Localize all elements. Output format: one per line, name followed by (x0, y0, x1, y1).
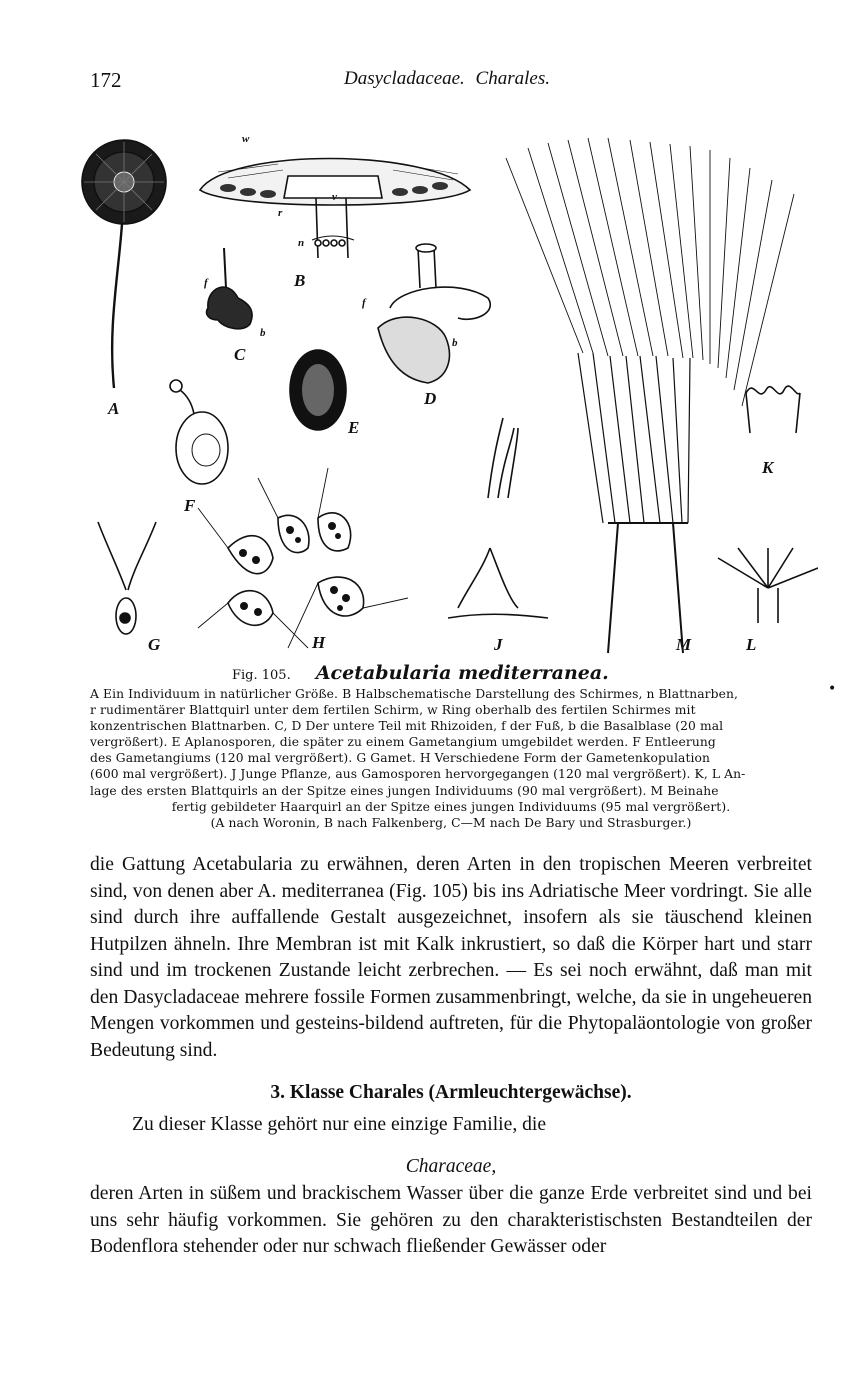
panel-j-drawing (448, 418, 548, 618)
label-b: B (294, 271, 306, 290)
figure-illustration (78, 128, 818, 658)
caption-line: konzentrischen Blattnarben. C, D Der untere Teil mit Rhizoiden, f der Fuß, b die Basalblase (20 mal (90, 719, 724, 734)
label-b-c: b (260, 327, 266, 339)
panel-f-drawing (170, 380, 228, 484)
caption-line: A Ein Individuum in natürlicher Größe. B Halbschematische Darstellung des Schirmes, n Blattnarben, (90, 687, 739, 701)
figure-caption-title (232, 662, 652, 684)
label-f-c: f (204, 277, 208, 289)
body-paragraph-1: die Gattung Acetabularia zu erwähnen, deren Arten in den tropischen Meeren verbreitet sind, von denen aber A. mediterranea (Fig. 105) bis ins Adriatische Meer vordringt. Sie alle sind durch ihre auffallende Gestalt ausgezeichnet, insofern als sie täuschend kleinen Hutpilzen ähneln. Ihre Membran ist mit Kalk inkrustiert, so daß die Körper hart und starr sind und im trockenen Zustande leicht zerbrechen. — Es sei noch erwähnt, daß man mit den Dasycladaceae mehrere fossile Formen zusammenbringt, welche, da sie in ungeheueren Mengen vorkommen und gesteins-bildend auftreten, für die Phytopaläontologie von großer Bedeutung sind. (90, 854, 812, 1061)
panel-g-drawing (98, 522, 156, 634)
figure-species-name: Acetabularia mediterranea. (315, 662, 609, 684)
label-d: D (424, 389, 437, 408)
label-h: H (312, 633, 326, 652)
panel-l-drawing (718, 548, 818, 623)
panel-e-drawing (290, 350, 346, 430)
label-v: v (332, 191, 337, 203)
panel-m-drawing (506, 138, 794, 653)
label-b-d: b (452, 337, 458, 349)
label-g: G (148, 635, 161, 654)
label-c: C (234, 345, 246, 364)
panel-b-drawing (200, 159, 470, 259)
caption-credits: (A nach Woronin, B nach Falkenberg, C—M nach De Bary und Strasburger.) (210, 815, 692, 830)
label-m: M (676, 635, 692, 654)
family-name: Characeae, (405, 1156, 497, 1177)
caption-line: r rudimentärer Blattquirl unter dem fertilen Schirm, w Ring oberhalb des fertilen Schirmes mit (90, 703, 696, 718)
caption-line: vergrößert). E Aplanosporen, die später zu einem Gametangium umgebildet werden. F Entleerung (90, 735, 716, 750)
label-j: J (494, 635, 503, 654)
label-f: F (184, 496, 196, 515)
label-l: L (746, 635, 757, 654)
caption-line: lage des ersten Blattquirls an der Spitze eines jungen Individuums (90 mal vergrößert). M Beinahe (90, 783, 719, 798)
caption-line: (600 mal vergrößert). J Junge Pflanze, aus Gamosporen hervorgegangen (120 mal vergrößert). K, L An- (90, 767, 746, 782)
page-number: 172 (90, 68, 122, 92)
label-r: r (278, 207, 283, 219)
panel-k-drawing (746, 386, 800, 433)
panel-a-drawing (82, 140, 166, 388)
caption-line: des Gametangiums (120 mal vergrößert). G Gamet. H Verschiedene Form der Gametenkopulation (90, 751, 711, 766)
label-a: A (108, 399, 120, 418)
label-f-d: f (362, 297, 366, 309)
running-head: Dasycladaceae. Charales. (344, 68, 550, 89)
label-k: K (762, 458, 774, 477)
panel-c-drawing (206, 248, 252, 329)
section-heading: 3. Klasse Charales (Armleuchtergewächse). (270, 1082, 632, 1103)
figure-acetabularia (78, 128, 818, 658)
margin-mark: • (828, 681, 837, 697)
figure-caption-text (90, 686, 812, 831)
figure-number: Fig. 105. (232, 668, 291, 683)
body-paragraph-2: Zu dieser Klasse gehört nur eine einzige Familie, die (132, 1114, 547, 1135)
page-header (90, 66, 810, 100)
caption-line: fertig gebildeter Haarquirl an der Spitze eines jungen Individuums (95 mal vergrößert). (171, 799, 731, 814)
label-n: n (298, 237, 305, 249)
panel-d-drawing (378, 244, 490, 383)
label-e: E (348, 418, 360, 437)
label-w: w (242, 133, 250, 145)
panel-h-drawing (198, 468, 408, 648)
body-paragraph-3: deren Arten in süßem und brackischem Wasser über die ganze Erde verbreitet sind und bei uns sehr häufig vorkommen. Sie gehören zu den charakteristischsten Bestandteilen der Bodenflora stehender oder nur schwach fließender Gewässer oder (90, 1183, 812, 1257)
